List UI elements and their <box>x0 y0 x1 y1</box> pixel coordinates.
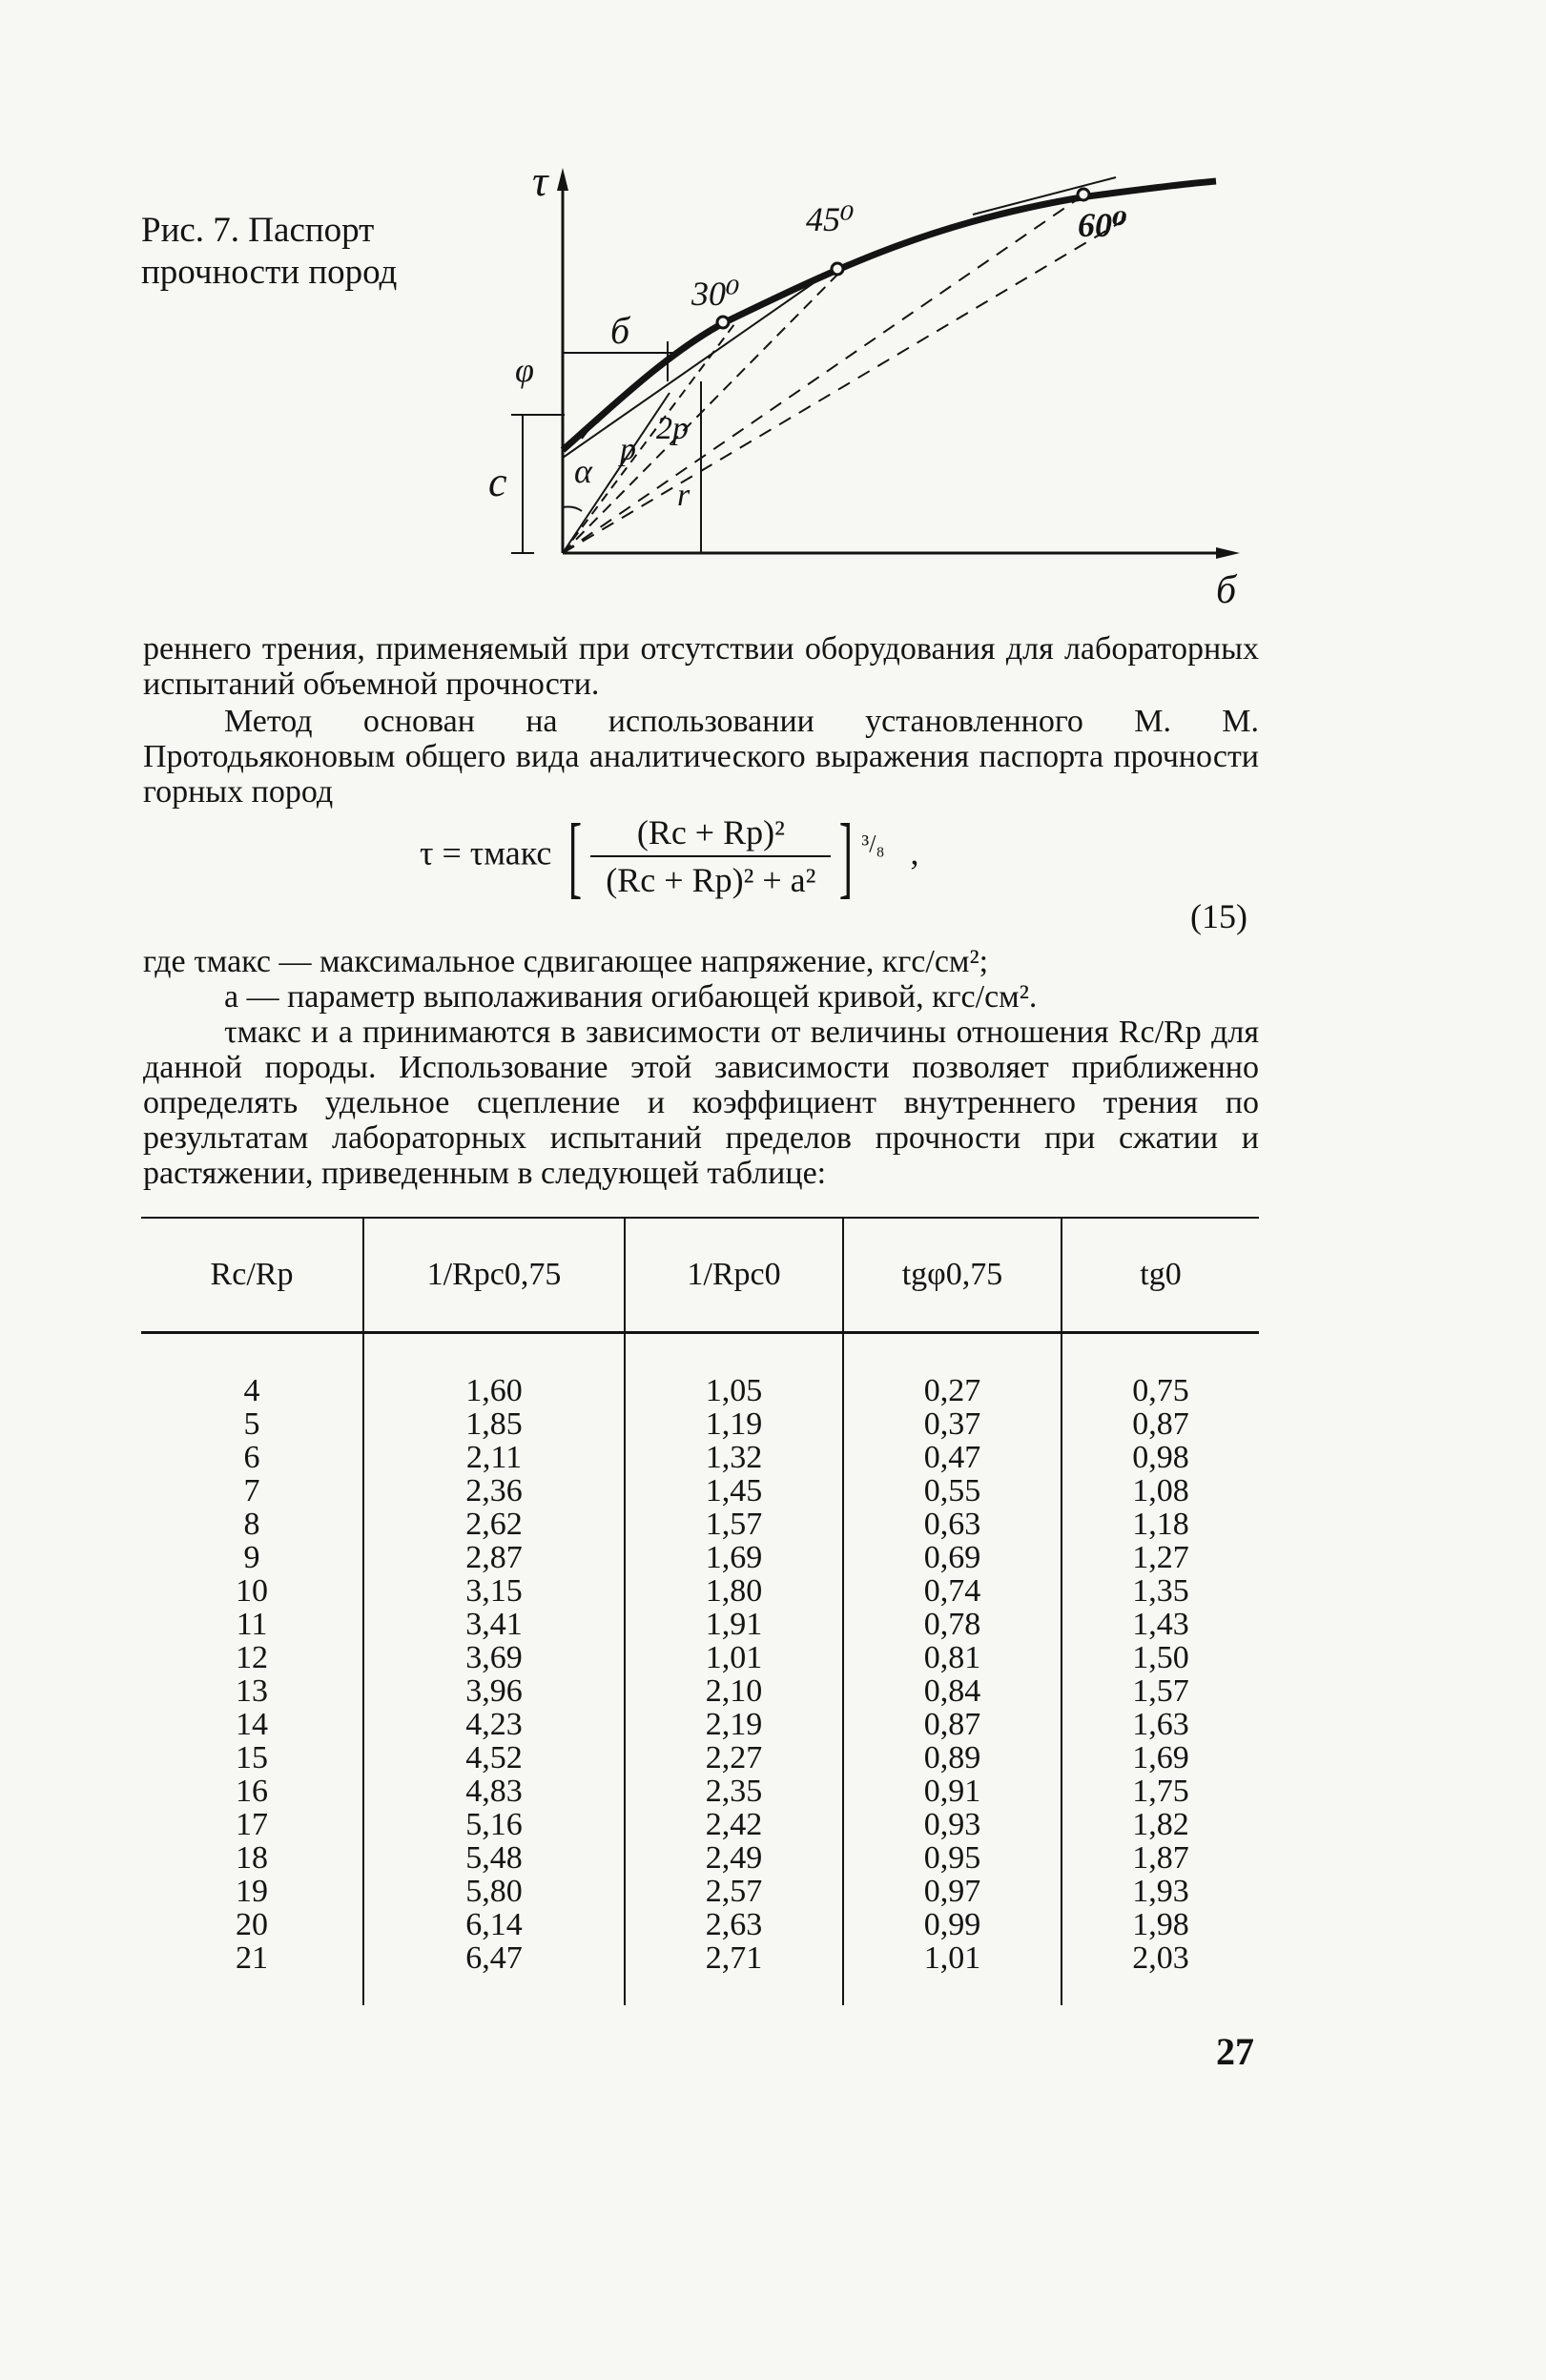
two-p-label: 2p <box>656 411 689 446</box>
where-block <box>143 944 1259 1191</box>
table-row <box>141 1474 1259 1508</box>
table-row <box>141 1641 1259 1674</box>
table-row <box>141 1674 1259 1708</box>
table-cell: 6,14 <box>363 1908 625 1941</box>
table-cell: 0,74 <box>843 1574 1062 1608</box>
table-cell: 1,57 <box>1062 1674 1259 1708</box>
table-cell: 2,27 <box>625 1741 843 1775</box>
table-cell: 2,35 <box>625 1775 843 1808</box>
table-row <box>141 1441 1259 1474</box>
table-cell: 3,69 <box>363 1641 625 1674</box>
page-number: 27 <box>1216 2030 1254 2073</box>
data-table <box>141 1217 1259 2005</box>
table-cell: 1,18 <box>1062 1508 1259 1541</box>
table-cell: 4 <box>243 1373 260 1408</box>
tau-axis-arrow <box>557 168 568 191</box>
table-cell: 0,47 <box>843 1441 1062 1474</box>
equation-number: (15) <box>1190 897 1247 935</box>
table-cell: 1,01 <box>843 1941 1062 2005</box>
table-cell: 1,69 <box>1062 1741 1259 1775</box>
table-body <box>141 1333 1259 2006</box>
table-row <box>141 1541 1259 1574</box>
table-cell: 4,83 <box>363 1775 625 1808</box>
table-cell: 0,87 <box>843 1708 1062 1741</box>
formula-comma: , <box>910 833 919 872</box>
table-cell: 14 <box>236 1707 268 1742</box>
table-cell: 0,97 <box>843 1875 1062 1908</box>
table-cell: 1,43 <box>1062 1608 1259 1641</box>
table-header-row <box>141 1218 1259 1333</box>
where-line-3: τмакс и a принимаются в зависимости от величины отношения Rс/Rр для данной породы. Использование этой зависимости позволяет приближенно определять удельное сцепление и коэффициент внутреннего трения по результатам лабораторных испытаний пределов прочности при сжатии и растяжении, приведенным в следующей таблице: <box>143 1015 1259 1191</box>
table-cell: 4,52 <box>363 1741 625 1775</box>
table-row <box>141 1741 1259 1775</box>
c-label: c <box>488 459 507 505</box>
table-cell: 2,03 <box>1062 1941 1259 2005</box>
table-cell: 0,98 <box>1062 1441 1259 1474</box>
table-cell: 1,85 <box>363 1407 625 1441</box>
table-cell: 0,27 <box>843 1333 1062 1408</box>
sigma-top-label: б <box>610 309 630 352</box>
angle-60-label: 60⁰ <box>1078 206 1127 244</box>
table-row <box>141 1808 1259 1841</box>
formula-15 <box>420 805 919 907</box>
table-cell: 0,93 <box>843 1808 1062 1841</box>
dashed-ray-60 <box>563 196 1082 553</box>
sigma-axis-label: б <box>1216 568 1237 610</box>
header-tg0: tg0 <box>1062 1218 1259 1333</box>
table-cell: 3,15 <box>363 1574 625 1608</box>
table-cell: 9 <box>243 1540 260 1575</box>
tangent-point-30 <box>717 317 729 328</box>
table-cell: 2,49 <box>625 1841 843 1875</box>
table-cell: 5,48 <box>363 1841 625 1875</box>
table-cell: 1,93 <box>1062 1875 1259 1908</box>
table-cell: 0,69 <box>843 1541 1062 1574</box>
table-cell: 6,47 <box>363 1941 625 2005</box>
table-cell: 1,63 <box>1062 1708 1259 1741</box>
table-cell: 1,87 <box>1062 1841 1259 1875</box>
table-cell: 1,27 <box>1062 1541 1259 1574</box>
table-cell: 10 <box>236 1573 268 1609</box>
sigma-axis-arrow <box>1216 547 1240 559</box>
table-cell: 2,10 <box>625 1674 843 1708</box>
table-cell: 8 <box>243 1507 260 1542</box>
table-cell: 16 <box>236 1774 268 1809</box>
table-row <box>141 1775 1259 1808</box>
table-cell: 2,57 <box>625 1875 843 1908</box>
table-cell: 2,71 <box>625 1941 843 2005</box>
table-cell: 3,41 <box>363 1608 625 1641</box>
table-cell: 2,19 <box>625 1708 843 1741</box>
table-cell: 0,84 <box>843 1674 1062 1708</box>
table-cell: 2,87 <box>363 1541 625 1574</box>
table-cell: 1,35 <box>1062 1574 1259 1608</box>
table-cell: 0,63 <box>843 1508 1062 1541</box>
table-cell: 0,87 <box>1062 1407 1259 1441</box>
table-cell: 20 <box>236 1907 268 1942</box>
table-row <box>141 1941 1259 2005</box>
figure-caption: Рис. 7. Паспорт прочности пород <box>141 211 398 292</box>
table-row <box>141 1508 1259 1541</box>
table-cell: 0,81 <box>843 1641 1062 1674</box>
where-line-2: a — параметр выполаживания огибающей кривой, кгс/см². <box>224 979 1038 1015</box>
table-cell: 7 <box>243 1473 260 1508</box>
table-cell: 5 <box>243 1406 260 1442</box>
table-row <box>141 1407 1259 1441</box>
table-cell: 17 <box>236 1807 268 1842</box>
table-cell: 0,78 <box>843 1608 1062 1641</box>
table-cell: 13 <box>236 1673 268 1709</box>
table-cell: 1,80 <box>625 1574 843 1608</box>
table-cell: 1,69 <box>625 1541 843 1574</box>
table-cell: 1,45 <box>625 1474 843 1508</box>
header-1-rpc075: 1/Rрс0,75 <box>363 1218 625 1333</box>
r-label: r <box>677 478 691 513</box>
alpha-arc <box>563 507 582 512</box>
table-cell: 1,32 <box>625 1441 843 1474</box>
table-cell: 0,95 <box>843 1841 1062 1875</box>
table-cell: 0,89 <box>843 1741 1062 1775</box>
angle-45-label: 45⁰ <box>806 200 855 238</box>
table-cell: 11 <box>236 1607 268 1642</box>
table-cell: 15 <box>236 1740 268 1775</box>
table-cell: 1,60 <box>363 1333 625 1408</box>
formula-lhs: τ = τмакс <box>420 833 552 872</box>
table-cell: 2,42 <box>625 1808 843 1841</box>
table-cell: 18 <box>236 1840 268 1876</box>
table-cell: 0,75 <box>1062 1333 1259 1408</box>
formula-numerator: (Rс + Rр)² <box>636 813 785 851</box>
angle-30-label: 30⁰ <box>691 275 740 313</box>
formula-exponent: ³/₈ <box>861 830 885 858</box>
table-cell: 0,37 <box>843 1407 1062 1441</box>
tau-label: τ <box>532 156 548 205</box>
table-cell: 2,62 <box>363 1508 625 1541</box>
paragraph-method: Метод основан на использовании установленного М. М. Протодьяконовым общего вида аналитического выражения паспорта прочности горных пород <box>143 704 1259 810</box>
table-cell: 2,11 <box>363 1441 625 1474</box>
table-cell: 1,98 <box>1062 1908 1259 1941</box>
table-row <box>141 1574 1259 1608</box>
table-row <box>141 1841 1259 1875</box>
formula-fraction <box>590 813 831 899</box>
strength-passport-diagram <box>439 153 1259 610</box>
table-row <box>141 1608 1259 1641</box>
alpha-label: α <box>574 452 592 490</box>
table-row <box>141 1875 1259 1908</box>
header-tgphi075: tgφ0,75 <box>843 1218 1062 1333</box>
table-cell: 2,36 <box>363 1474 625 1508</box>
table-cell: 1,19 <box>625 1407 843 1441</box>
p-label: p <box>620 432 636 467</box>
table-cell: 0,55 <box>843 1474 1062 1508</box>
table-cell: 1,05 <box>625 1333 843 1408</box>
header-1-rpc0: 1/Rрс0 <box>625 1218 843 1333</box>
table-cell: 0,99 <box>843 1908 1062 1941</box>
table-cell: 1,82 <box>1062 1808 1259 1841</box>
table-cell: 5,80 <box>363 1875 625 1908</box>
where-line-1: где τмакс — максимальное сдвигающее напряжение, кгс/см²; <box>143 944 989 979</box>
table-cell: 4,23 <box>363 1708 625 1741</box>
right-bracket: ] <box>839 805 854 907</box>
formula-denominator: (Rс + Rр)² + a² <box>590 855 831 899</box>
table-row <box>141 1708 1259 1741</box>
table-row <box>141 1333 1259 1408</box>
table-cell: 5,16 <box>363 1808 625 1841</box>
table-cell: 12 <box>236 1640 268 1675</box>
table-cell: 1,75 <box>1062 1775 1259 1808</box>
table-cell: 1,57 <box>625 1508 843 1541</box>
table-cell: 1,01 <box>625 1641 843 1674</box>
left-bracket: [ <box>568 805 583 907</box>
table-cell: 1,50 <box>1062 1641 1259 1674</box>
table-cell: 3,96 <box>363 1674 625 1708</box>
table-cell: 6 <box>243 1440 260 1475</box>
phi-label: φ <box>515 351 534 389</box>
table-cell: 21 <box>236 1940 268 1976</box>
paragraph-continued: реннего трения, применяемый при отсутствии оборудования для лабораторных испытаний объемной прочности. <box>143 631 1259 702</box>
table-cell: 1,08 <box>1062 1474 1259 1508</box>
table-cell: 19 <box>236 1874 268 1909</box>
table-cell: 0,91 <box>843 1775 1062 1808</box>
tangent-point-45 <box>832 263 843 275</box>
table-cell: 2,63 <box>625 1908 843 1941</box>
tangent-point-60 <box>1078 189 1089 200</box>
header-rc-rp: Rс/Rр <box>141 1218 363 1333</box>
table-row <box>141 1908 1259 1941</box>
table-cell: 1,91 <box>625 1608 843 1641</box>
